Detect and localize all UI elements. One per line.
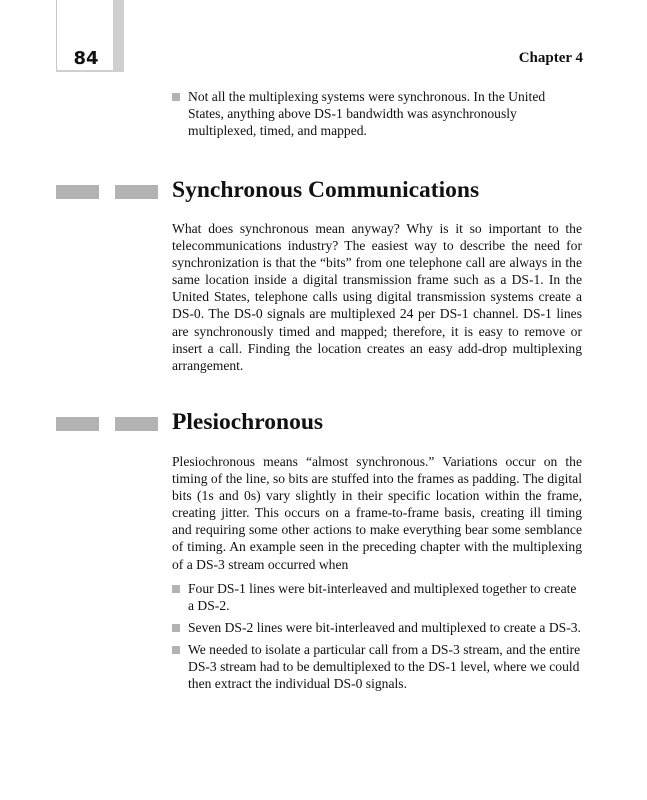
list-item: [172, 641, 584, 692]
list-item: [172, 619, 584, 636]
section-heading-synchronous: Synchronous Communications: [172, 177, 480, 203]
list-item-text: Not all the multiplexing systems were synchronous. In the United States, anything above DS-1 bandwidth was asynchronously multiplexed, timed, and mapped.: [188, 89, 546, 139]
list-item: [172, 580, 584, 614]
section-rule-right: [115, 417, 158, 431]
plesiochronous-bullet-list: [172, 580, 584, 698]
section-heading-plesiochronous: Plesiochronous: [172, 409, 324, 435]
list-item: [172, 88, 584, 139]
square-bullet-icon: [172, 624, 180, 632]
list-item-text: Seven DS-2 lines were bit-interleaved and multiplexed to create a DS-3.: [188, 620, 581, 636]
section-body-synchronous: What does synchronous mean anyway? Why is it so important to the telecommunications industry? The easiest way to describe the need for synchronization is that the “bits” from one telephone call are always in the same location inside a digital transmission frame such as a DS-1. In the United States, telephone calls using digital transmission systems create a DS-0. The DS-0 signals are multiplexed 24 per DS-1 channel. DS-1 lines are synchronously timed and mapped; therefore, it is easy to remove or insert a call. Finding the location creates an easy add-drop multiplexing arrangement.: [172, 221, 582, 373]
chapter-running-head: Chapter 4: [518, 50, 583, 66]
section-body-plesiochronous: Plesiochronous means “almost synchronous.” Variations occur on the timing of the line, so bits are stuffed into the frames as padding. The digital bits (1s and 0s) vary slightly in their specific location within the frame, creating jitter. This occurs on a frame-to-frame basis, creating ill timing and requiring some other actions to make everything bear some semblance of timing. An example seen in the preceding chapter with the multiplexing of a DS-3 stream occurred when: [172, 454, 582, 572]
square-bullet-icon: [172, 585, 180, 593]
intro-bullet-list: [172, 88, 584, 144]
list-item-text: We needed to isolate a particular call from a DS-3 stream, and the entire DS-3 stream had to be demultiplexed to the DS-1 level, where we could then extract the individual DS-0 signals.: [188, 642, 581, 692]
page-number: 84: [73, 48, 99, 69]
section-rule-left: [56, 185, 99, 199]
list-item-text: Four DS-1 lines were bit-interleaved and multiplexed together to create a DS-2.: [188, 581, 577, 614]
section-rule-left: [56, 417, 99, 431]
square-bullet-icon: [172, 93, 180, 101]
page-tab-bottom-border: [56, 70, 124, 72]
section-rule-right: [115, 185, 158, 199]
page-tab-right-border: [113, 0, 124, 72]
page-tab-left-border: [56, 0, 57, 70]
square-bullet-icon: [172, 646, 180, 654]
